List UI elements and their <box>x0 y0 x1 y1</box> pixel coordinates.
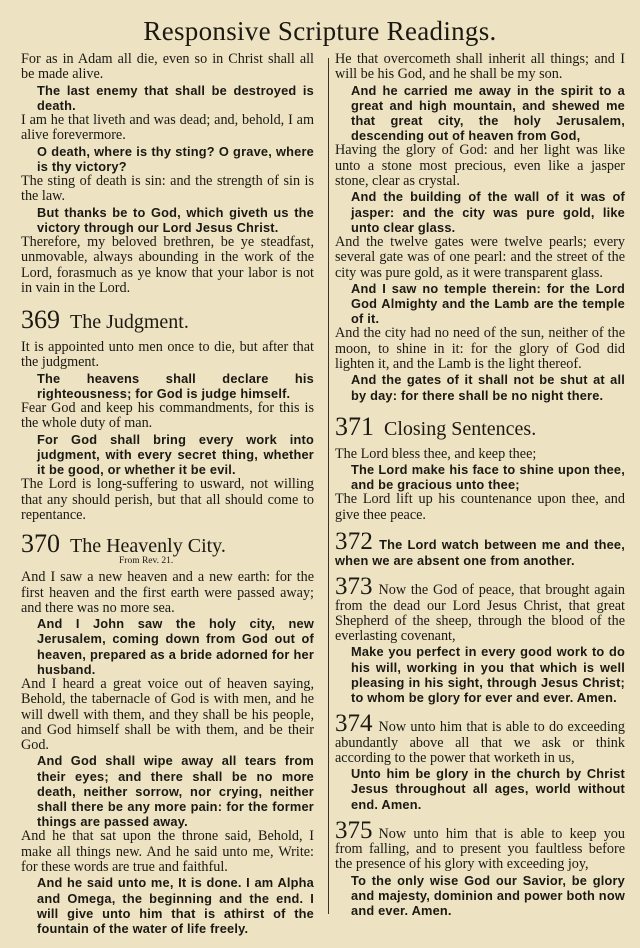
reading-number: 373 <box>335 573 373 601</box>
reading-number: 375 <box>335 816 373 844</box>
verse-response: And the gates of it shall not be shut at all by day: for there shall be no night there. <box>351 372 625 403</box>
page-title: Responsive Scripture Readings. <box>143 16 497 46</box>
verse-response: But thanks be to God, which giveth us the victory through our Lord Jesus Christ. <box>37 204 314 235</box>
verse-plain: For as in Adam all die, even so in Christ shall all be made alive. <box>21 51 314 83</box>
verse-response: And he carried me away in the spirit to a great and high mountain, and shewed me that great city, the holy Jerusalem, descending out of heaven from God, <box>351 82 625 144</box>
reading-371-heading <box>335 413 625 441</box>
reading-369-heading <box>21 306 314 334</box>
verse-plain: Fear God and keep his commandments, for this is the whole duty of man. <box>21 400 314 432</box>
verse-response: And I John saw the holy city, new Jerusalem, coming down from God out of heaven, prepared as a bride adorned for her husband. <box>37 616 314 677</box>
verse-plain: And I saw a new heaven and a new earth: for the first heaven and the first earth were passed away; and there was no more sea. <box>21 569 314 616</box>
verse-response: The Lord make his face to shine upon thee, and be gracious unto thee; <box>351 462 625 493</box>
reading-375 <box>335 816 625 873</box>
verse-response: To the only wise God our Savior, be glory and majesty, dominion and power both now and ever. Amen. <box>351 872 625 918</box>
verse-response: For God shall bring every work into judgment, with every secret thing, whether it be good, or whether it be evil. <box>37 431 314 478</box>
verse-response: And he said unto me, It is done. I am Alpha and Omega, the beginning and the end. I will give unto him that is athirst of the fountain of the water of life freely. <box>37 875 314 936</box>
verse-plain: The sting of death is sin: and the strength of sin is the law. <box>21 173 314 205</box>
verse-plain: The Lord lift up his countenance upon thee, and give thee peace. <box>335 491 625 523</box>
verse-plain: Therefore, my beloved brethren, be ye steadfast, unmovable, always abounding in the work of the Lord, forasmuch as ye know that your labor is not in vain in the Lord. <box>21 234 314 296</box>
verse-plain: Now unto him that is able to do exceeding abundantly above all that we ask or think according to the power that worketh in us, <box>335 719 625 766</box>
verse-response: And God shall wipe away all tears from their eyes; and there shall be no more death, neither sorrow, nor crying, neither shall there be any more pain: for the former things are passed away. <box>37 753 314 830</box>
reading-title: The Heavenly City. <box>70 535 226 558</box>
reading-370-heading <box>21 531 314 566</box>
verse-plain: And I heard a great voice out of heaven saying, Behold, the tabernacle of God is with men, and he will dwell with them, and they shall be his people, and God himself shall be with them, and be their God. <box>21 675 314 754</box>
verse-plain: It is appointed unto men once to die, but after that the judgment. <box>21 339 314 371</box>
reading-372 <box>335 528 625 568</box>
verse-response: And the building of the wall of it was of jasper: and the city was pure gold, like unto clear glass. <box>351 189 625 235</box>
verse-plain: And he that sat upon the throne said, Behold, I make all things new. And he said unto me, Write: for these words are true and faithful. <box>21 828 314 876</box>
verse-response: The Lord watch between me and thee, when we are absent one from another. <box>335 537 625 568</box>
reading-number: 372 <box>335 528 374 555</box>
verse-plain: Now unto him that is able to keep you from falling, and to present you faultless before the presence of his glory with exceeding joy, <box>335 825 625 873</box>
reading-373 <box>335 573 625 645</box>
verse-response: O death, where is thy sting? O grave, where is thy victory? <box>37 143 314 174</box>
verse-plain: And the twelve gates were twelve pearls; every several gate was of one pearl: and the street of the city was pure gold, as it were transparent glass. <box>335 233 625 281</box>
reading-number: 370 <box>21 529 60 559</box>
verse-response: And I saw no temple therein: for the Lord God Almighty and the Lamb are the temple of it. <box>351 280 625 327</box>
verse-plain: Now the God of peace, that brought again from the dead our Lord Jesus Christ, that great Shepherd of the sheep, through the blood of the everlasting covenant, <box>335 582 625 645</box>
right-column <box>335 52 625 918</box>
reading-number: 374 <box>335 710 373 738</box>
verse-response: The heavens shall declare his righteousness; for God is judge himself. <box>37 370 314 401</box>
verse-plain: And the city had no need of the sun, neither of the moon, to shine in it: for the glory of God did lighten it, and the Lamb is the light thereof. <box>335 325 625 372</box>
reading-number: 369 <box>21 305 60 335</box>
reading-source: From Rev. 21. <box>119 556 174 567</box>
reading-title: Closing Sentences. <box>384 417 537 440</box>
verse-response: Make you perfect in every good work to do his will, working in you that which is well pleasing in his sight, through Jesus Christ; to whom be glory for ever and ever. Amen. <box>351 644 625 705</box>
verse-response: The last enemy that shall be destroyed is death. <box>37 82 314 113</box>
verse-response: Unto him be glory in the church by Christ Jesus throughout all ages, world without end. Amen. <box>351 766 625 812</box>
verse-plain: The Lord bless thee, and keep thee; <box>335 445 537 462</box>
reading-title: The Judgment. <box>70 311 189 334</box>
left-column <box>21 52 314 936</box>
verse-plain: I am he that liveth and was dead; and, behold, I am alive forevermore. <box>21 112 314 144</box>
reading-number: 371 <box>335 411 374 441</box>
verse-plain: The Lord is long-suffering to usward, not willing that any should perish, but that all should come to repentance. <box>21 476 314 523</box>
column-divider <box>328 58 329 914</box>
verse-plain: Having the glory of God: and her light was like unto a stone most precious, even like a jasper stone, clear as crystal. <box>335 142 625 189</box>
verse-plain: He that overcometh shall inherit all things; and I will be his God, and he shall be my son. <box>335 51 625 83</box>
reading-374 <box>335 710 625 766</box>
